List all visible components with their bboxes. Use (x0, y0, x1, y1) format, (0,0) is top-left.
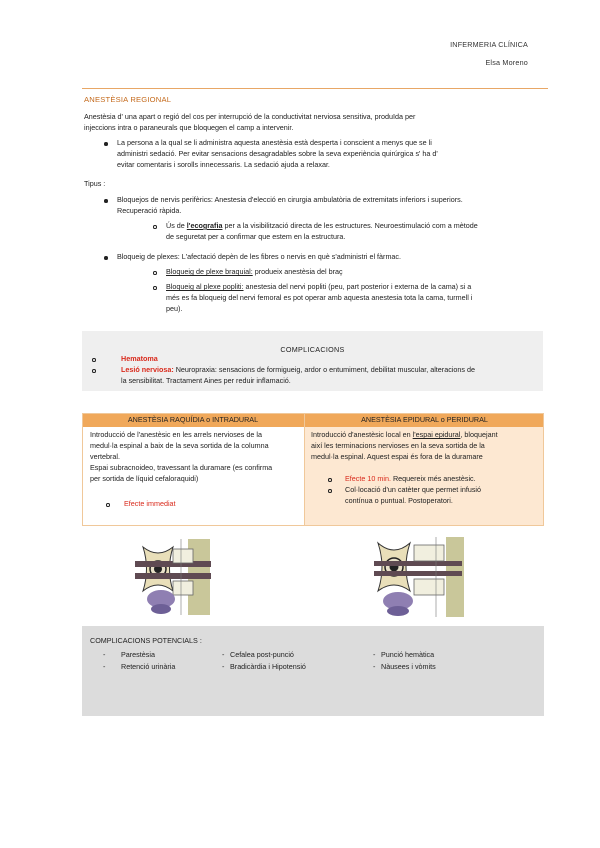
potential-item: Bradicàrdia i Hipotensió (230, 662, 306, 671)
raquidia-line-2: medul·la espinal a baix de la seva sortida de la columna (90, 441, 269, 450)
complication-nerve: Lesió nerviosa: Neuropraxia: sensacions de formigueig, ardor o entumiment, debilitat muscular, alteracions de (121, 365, 475, 374)
list-dash: - (373, 662, 376, 671)
epidural-catheter-line-2: contínua o puntual. Postoperatori. (345, 496, 453, 505)
sub-bullet-circle (92, 358, 96, 362)
bullet-dot (104, 142, 108, 146)
epidural-line-1: Introducció d'anestèsic local en l'espai epidural, bloquejant (311, 430, 498, 439)
table-divider (304, 413, 305, 526)
plexus-sub-2-line-3: peu). (166, 304, 183, 313)
sub-bullet-circle (153, 286, 157, 290)
spinal-anesthesia-illustration (133, 539, 213, 615)
plexus-sub-2-line-2: més es fa bloqueig del nervi femoral es pot operar amb aquesta anestesia tota la cama, turmell i (166, 293, 473, 302)
sub-bullet-circle (153, 225, 157, 229)
table-header-raquidia: ANESTÈSIA RAQUÍDIA o INTRADURAL (82, 413, 304, 427)
sub-bullet-circle (153, 271, 157, 275)
header-author: Elsa Moreno (485, 58, 528, 67)
complication-nerve-line-2: la sensibilitat. Tractament Aines per reduir inflamació. (121, 376, 291, 385)
epidural-line-3: medul·la espinal. Aquest espai és fora de la duramare (311, 452, 483, 461)
raquidia-line-5: per sortida de líquid cefaloraquidi) (90, 474, 199, 483)
bullet1-line-1: La persona a la qual se li administra aquesta anestèsia està desperta i conscient a menys que se li (117, 138, 432, 147)
plexus-line-1: Bloqueig de plexes: L'afectació depèn de les fibres o nervis en què s'administri el fàrmac. (117, 252, 402, 261)
epidural-effect: Efecte 10 min. Requereix més anestèsic. (345, 474, 476, 483)
epidural-line-2: així les terminacions nervioses en la seva sortida de la (311, 441, 485, 450)
sub-bullet-circle (328, 478, 332, 482)
raquidia-line-4: Espai subracnoideo, travessant la duramare (es confirma (90, 463, 273, 472)
peripheral-line-1: Bloquejos de nervis perifèrics: Anestesia d'elecció en cirurgia ambulatòria de extremitats inferiors i superiors. (117, 195, 463, 204)
intro-line-1: Anestèsia d' una apart o regió del cos per interrupció de la conductivitat nerviosa sensitiva, produïda per (84, 112, 416, 121)
ecografia-link[interactable]: l'ecografia (186, 221, 223, 230)
bullet1-line-2: administri sedació. Per evitar sensacions desagradables sobre la seva experiència quirúrgica s' ha d' (117, 149, 438, 158)
espai-epidural-link[interactable]: l'espai epidural (412, 430, 461, 439)
list-dash: - (222, 650, 225, 659)
bullet1-line-3: evitar comentaris i sorolls innecessaris. La sedació ajuda a relaxar. (117, 160, 330, 169)
potential-item: Nàusees i vòmits (381, 662, 436, 671)
sub-bullet-circle (328, 489, 332, 493)
epidural-anesthesia-illustration (372, 537, 464, 617)
complication-hematoma: Hematoma (121, 354, 158, 363)
raquidia-effect: Efecte immediat (124, 499, 176, 508)
potential-item: Punció hemàtica (381, 650, 435, 659)
plexe-braquial-link[interactable]: Bloqueig de plexe braquial: (166, 267, 253, 276)
plexe-popliti-link[interactable]: Bloqueig al plexe popliti: (166, 282, 244, 291)
intro-line-2: injeccions intra o paraneurals que bloquegen el camp a intervenir. (84, 123, 294, 132)
table-header-epidural: ANESTÈSIA EPIDURAL o PERIDURAL (305, 413, 544, 427)
sub-bullet-circle (106, 503, 110, 507)
complications-title: COMPLICACIONS (280, 345, 345, 354)
header-subject: INFERMERIA CLÍNICA (450, 40, 528, 49)
potential-item: Cefalea post-punció (230, 650, 294, 659)
tipus-label: Tipus : (84, 179, 106, 188)
peripheral-line-2: Recuperació ràpida. (117, 206, 182, 215)
peripheral-sub-1-line-2: de seguretat per a confirmar que estem en la estructura. (166, 232, 346, 241)
peripheral-sub-1: Ús de l'ecografia per a la visibilització directa de les estructures. Neuroestimulació com a mètode (166, 221, 478, 230)
list-dash: - (103, 650, 106, 659)
potential-title: COMPLICACIONS POTENCIALS : (90, 636, 202, 645)
potential-item: Retenció urinària (121, 662, 176, 671)
plexus-sub-2: Bloqueig al plexe popliti: anestesia del nervi popliti (peu, part posterior i externa de la cama) si a (166, 282, 472, 291)
list-dash: - (222, 662, 225, 671)
plexus-sub-1: Bloqueig de plexe braquial: produeix anestèsia del braç (166, 267, 343, 276)
bullet-dot (104, 256, 108, 260)
list-dash: - (103, 662, 106, 671)
potential-item: Parestèsia (121, 650, 155, 659)
section-title: ANESTÈSIA REGIONAL (84, 95, 172, 104)
bullet-dot (104, 199, 108, 203)
raquidia-line-1: Introducció de l'anestèsic en les arrels nervioses de la (90, 430, 262, 439)
header-divider (82, 88, 548, 89)
list-dash: - (373, 650, 376, 659)
raquidia-line-3: vertebral. (90, 452, 120, 461)
sub-bullet-circle (92, 369, 96, 373)
epidural-catheter-line-1: Col·locació d'un catèter que permet infusió (345, 485, 482, 494)
